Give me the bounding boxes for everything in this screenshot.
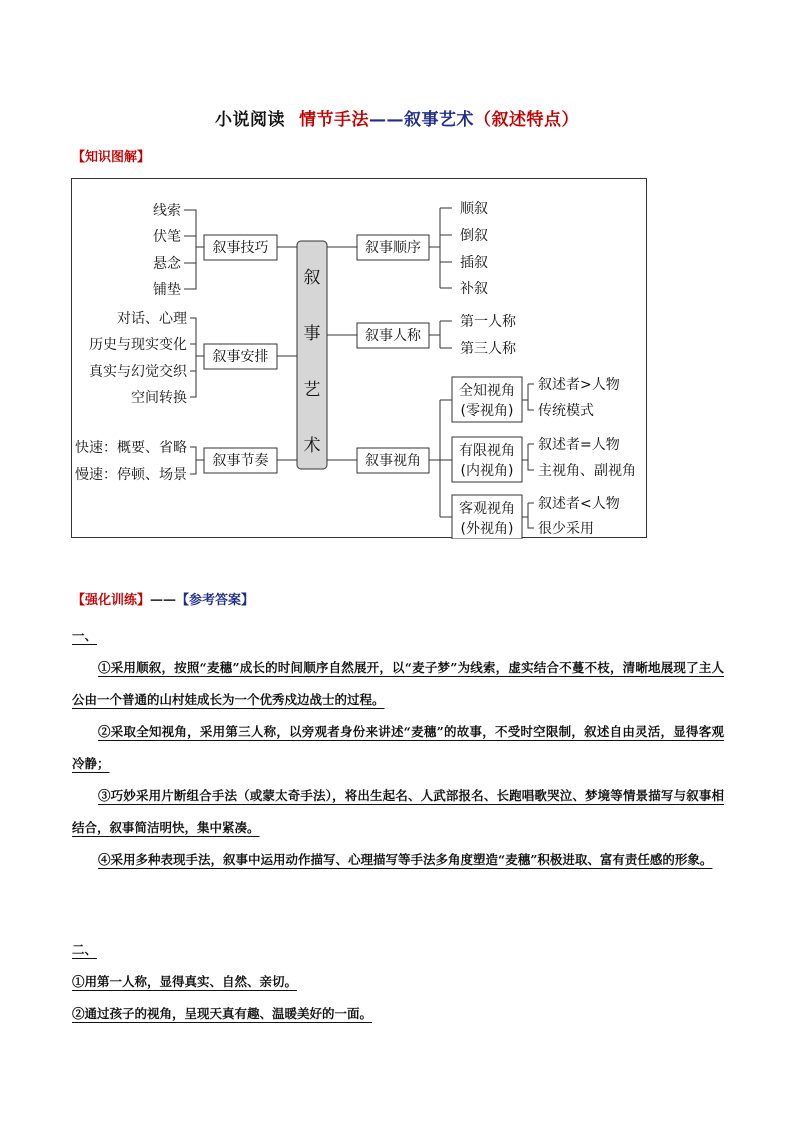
title-part-plot-technique: 情节手法 bbox=[299, 110, 369, 130]
sub-omniscient-line2: (零视角) bbox=[460, 403, 514, 419]
title-part-novel-reading: 小说阅读 bbox=[215, 110, 285, 130]
item-history-reality: 历史与现实变化 bbox=[89, 337, 187, 353]
group-label-order: 叙事顺序 bbox=[365, 240, 421, 256]
section-one-heading: 一、 bbox=[72, 628, 98, 643]
sub-objective-line1: 客观视角 bbox=[459, 501, 515, 517]
item-supplement: 补叙 bbox=[460, 281, 488, 297]
title-part-narrative-art: ——叙事艺术 bbox=[369, 110, 474, 130]
answer-paragraph: ①采用顺叙，按照“麦穗”成长的时间顺序自然展开，以“麦子梦”为线索，虚实结合不蔓不枝，清晰地展现了主人公由一个普通的山村娃成长为一个优秀戍边战士的过程。 bbox=[72, 660, 724, 707]
sub-limited-line2: (内视角) bbox=[460, 463, 514, 479]
training-label-dash: —— bbox=[150, 593, 177, 608]
sub-objective-line2: (外视角) bbox=[460, 521, 514, 537]
item-flashback: 倒叙 bbox=[460, 228, 488, 244]
connector-bracket-perspective bbox=[429, 400, 452, 517]
item-interpolation: 插叙 bbox=[460, 255, 488, 271]
item-suspense: 悬念 bbox=[153, 256, 181, 272]
connector-bracket-omniscient bbox=[522, 384, 534, 410]
title-part-narrative-features: （叙述特点） bbox=[474, 110, 579, 130]
knowledge-diagram bbox=[71, 178, 647, 538]
item-traditional: 传统模式 bbox=[538, 403, 594, 419]
center-char: 叙 bbox=[303, 268, 321, 288]
answer-line: ①用第一人称，显得真实、自然、亲切。 bbox=[72, 974, 298, 989]
answer-key-label: 【参考答案】 bbox=[176, 593, 255, 608]
section-two-heading: 二、 bbox=[72, 942, 98, 957]
connector-bracket-techniques bbox=[184, 210, 204, 289]
item-fast-pace: 快速：概要、省略 bbox=[75, 440, 187, 456]
item-first-person: 第一人称 bbox=[460, 314, 516, 330]
item-space-shift: 空间转换 bbox=[131, 390, 187, 406]
item-narrator-greater: 叙述者>人物 bbox=[538, 377, 620, 393]
group-label-techniques: 叙事技巧 bbox=[212, 240, 269, 256]
page-title bbox=[0, 105, 794, 130]
item-chronological: 顺叙 bbox=[460, 201, 488, 217]
connector-bracket-arrangement bbox=[190, 318, 204, 397]
answer-line: ②通过孩子的视角，呈现天真有趣、温暖美好的一面。 bbox=[72, 1006, 373, 1021]
answers-section-one bbox=[72, 620, 724, 876]
answer-paragraph: ②采取全知视角，采用第三人称，以旁观者身份来讲述“麦穗”的故事，不受时空限制，叙述自由灵活，显得客观冷静； bbox=[72, 724, 724, 771]
connector-center-right bbox=[327, 247, 357, 460]
sub-omniscient-line1: 全知视角 bbox=[459, 383, 515, 399]
item-third-person: 第三人称 bbox=[460, 341, 516, 357]
item-clue: 线索 bbox=[153, 203, 181, 219]
item-narrator-less: 叙述者<人物 bbox=[538, 496, 620, 512]
group-label-rhythm: 叙事节奏 bbox=[212, 453, 269, 469]
center-char: 事 bbox=[303, 324, 321, 344]
connector-bracket-rhythm bbox=[190, 447, 204, 474]
item-narrator-equal: 叙述者=人物 bbox=[538, 437, 620, 453]
answers-section-two bbox=[72, 934, 724, 1030]
item-main-sub-view: 主视角、副视角 bbox=[538, 463, 636, 479]
connector-bracket-objective bbox=[522, 503, 534, 528]
center-char: 术 bbox=[303, 436, 321, 456]
connector-bracket-order bbox=[429, 208, 452, 288]
connector-bracket-person bbox=[429, 321, 452, 348]
connector-bracket-limited bbox=[522, 444, 534, 470]
knowledge-diagram-label: 【知识图解】 bbox=[72, 150, 151, 165]
diagram-canvas bbox=[72, 179, 648, 539]
item-dialogue-psychology: 对话、心理 bbox=[117, 311, 187, 327]
answer-paragraph: ③巧妙采用片断组合手法（或蒙太奇手法），将出生起名、人武部报名、长跑唱歌哭泣、梦境等情景描写与叙事相结合，叙事简洁明快，集中紧凑。 bbox=[72, 788, 724, 835]
item-slow-pace: 慢速：停顿、场景 bbox=[75, 467, 187, 483]
training-label bbox=[72, 589, 254, 608]
group-label-arrangement: 叙事安排 bbox=[212, 349, 269, 365]
training-label-title: 【强化训练】 bbox=[72, 593, 151, 608]
answer-paragraph: ④采用多种表现手法，叙事中运用动作描写、心理描写等手法多角度塑造“麦穗”积极进取、富有责任感的形象。 bbox=[98, 852, 713, 867]
item-setup: 铺垫 bbox=[153, 282, 181, 298]
center-char: 艺 bbox=[303, 380, 321, 400]
item-rarely-used: 很少采用 bbox=[538, 521, 594, 537]
item-reality-illusion: 真实与幻觉交织 bbox=[89, 364, 187, 380]
sub-limited-line1: 有限视角 bbox=[459, 443, 515, 459]
group-label-perspective: 叙事视角 bbox=[365, 453, 421, 469]
group-label-person: 叙事人称 bbox=[365, 328, 421, 344]
item-foreshadowing: 伏笔 bbox=[153, 229, 181, 245]
